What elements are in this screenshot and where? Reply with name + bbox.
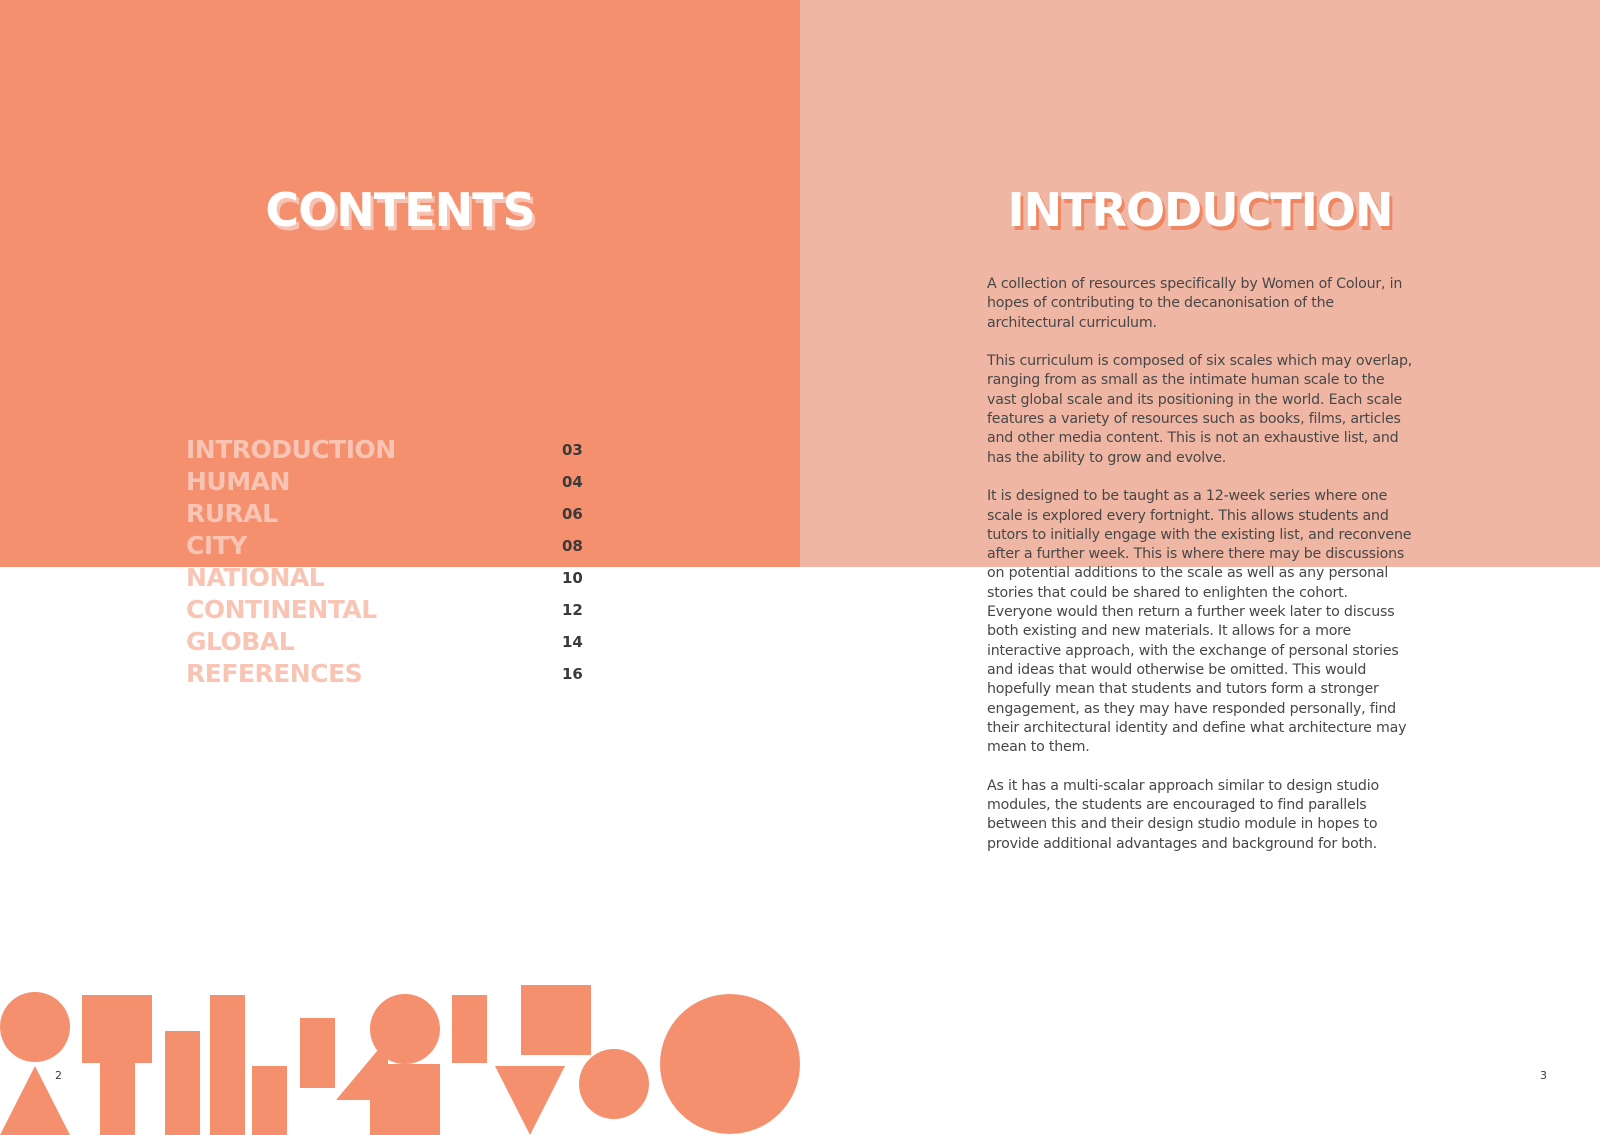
toc-item-page: 12 <box>562 601 583 619</box>
circle-shape <box>0 992 70 1062</box>
page-number: 2 <box>55 1069 62 1082</box>
bar-shape <box>452 995 487 1063</box>
inverted-triangle-shape <box>495 1066 565 1135</box>
toc-item[interactable] <box>186 466 586 498</box>
square-shape <box>521 985 591 1055</box>
bar-shape <box>210 995 245 1135</box>
paragraph: A collection of resources specifically by Women of Colour, in hopes of contributing to the decanonisation of the architectural curriculum. <box>987 276 1403 331</box>
bar-shape <box>100 1063 135 1135</box>
toc-item-page: 14 <box>562 633 583 651</box>
toc-item-label: INTRODUCTION <box>186 435 396 464</box>
toc-item-label: RURAL <box>186 499 278 528</box>
introduction-title: INTRODUCTION <box>1007 183 1393 237</box>
introduction-body <box>987 275 1417 873</box>
toc-item-label: NATIONAL <box>186 563 325 592</box>
toc-item-label: CONTINENTAL <box>186 595 377 624</box>
large-circle-shape <box>660 994 800 1134</box>
toc-item-page: 10 <box>562 569 583 587</box>
paragraph: This curriculum is composed of six scales which may overlap, ranging from as small as the intimate human scale to the vast global scale and its positioning in the world. Each scale features a variety of resources such as books, films, articles and other media content. This is not an exhaustive list, and has the ability to grow and evolve. <box>987 353 1413 466</box>
toc-item-label: REFERENCES <box>186 659 363 688</box>
paragraph: As it has a multi-scalar approach similar to design studio modules, the students are encouraged to find parallels between this and their design studio module in hopes to provide additional advantages and background for both. <box>987 777 1379 852</box>
right-page <box>800 0 1600 1135</box>
toc-item-page: 06 <box>562 505 583 523</box>
toc-item-page: 16 <box>562 665 583 683</box>
bar-shape <box>165 1031 200 1135</box>
square-shape <box>82 995 152 1063</box>
table-of-contents <box>186 434 586 690</box>
paragraph: It is designed to be taught as a 12-week series where one scale is explored every fortnight. This allows students and tutors to initially engage with the existing list, and reconvene after a further week. This is where there may be discussions on potential additions to the scale as well as any personal stories that could be shared to enlighten the cohort. Everyone would then return a further week later to discuss both existing and new materials. It allows for a more interactive approach, with the exchange of personal stories and ideas that would otherwise be omitted. This would hopefully mean that students and tutors form a stronger engagement, as they may have responded personally, find their architectural identity and define what architecture may mean to them. <box>987 488 1412 756</box>
square-shape <box>370 1064 440 1135</box>
toc-item-page: 03 <box>562 441 583 459</box>
toc-item[interactable] <box>186 594 586 626</box>
toc-item[interactable] <box>186 562 586 594</box>
bar-shape <box>252 1066 287 1135</box>
toc-item[interactable] <box>186 530 586 562</box>
toc-item[interactable] <box>186 498 586 530</box>
toc-item-label: HUMAN <box>186 467 290 496</box>
circle-shape <box>579 1049 649 1119</box>
geometric-shapes-decoration <box>0 980 800 1135</box>
page-number: 3 <box>1540 1069 1547 1082</box>
contents-title: CONTENTS <box>265 183 535 237</box>
toc-item[interactable] <box>186 626 586 658</box>
toc-item-page: 04 <box>562 473 583 491</box>
toc-item-label: GLOBAL <box>186 627 295 656</box>
toc-item[interactable] <box>186 658 586 690</box>
toc-item-page: 08 <box>562 537 583 555</box>
bar-shape <box>300 1018 335 1088</box>
toc-item[interactable] <box>186 434 586 466</box>
toc-item-label: CITY <box>186 531 247 560</box>
